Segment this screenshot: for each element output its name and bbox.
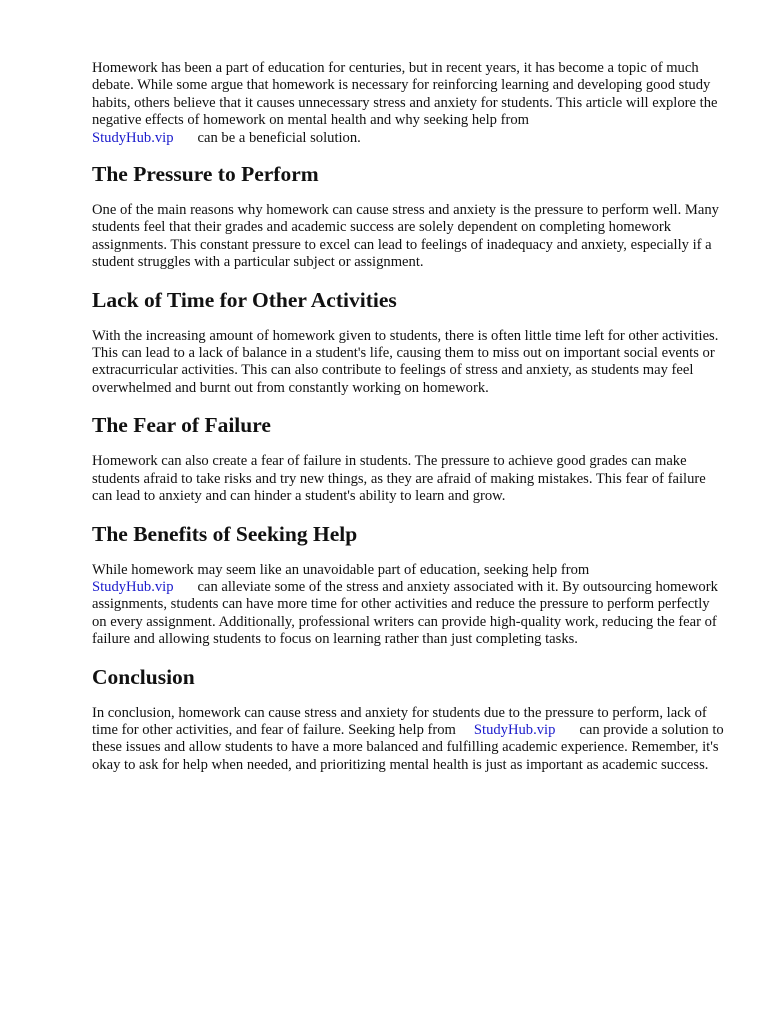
paragraph-lack-of-time: With the increasing amount of homework given to students, there is often little time left for other activities. This can lead to a lack of balance in a student's life, causing them to miss out on important social events or extracurricular activities. This can also contribute to feelings of stress and anxiety, as students may feel overwhelmed and burnt out from constantly working on homework. xyxy=(92,327,719,396)
heading-pressure-to-perform: The Pressure to Perform xyxy=(92,162,319,187)
intro-text: Homework has been a part of education for centuries, but in recent years, it has become a topic of much debate. While some argue that homework is necessary for reinforcing learning and developing good study habits, others believe that it causes unnecessary stress and anxiety for students. This article will explore the negative effects of homework on mental health and why seeking help from xyxy=(92,60,718,129)
paragraph-conclusion xyxy=(92,705,727,775)
studyhub-link-conclusion[interactable]: StudyHub.vip xyxy=(473,721,556,738)
heading-fear-of-failure: The Fear of Failure xyxy=(92,413,271,438)
intro-paragraph xyxy=(92,60,727,147)
studyhub-link-intro[interactable]: StudyHub.vip xyxy=(92,129,174,146)
paragraph-fear-of-failure: Homework can also create a fear of failure in students. The pressure to achieve good grades can make students afraid to take risks and try new things, as they are afraid of making mistakes. This fear of failure can lead to anxiety and can hinder a student's ability to learn and grow. xyxy=(92,453,706,505)
heading-lack-of-time: Lack of Time for Other Activities xyxy=(92,287,397,312)
help-text-after: can alleviate some of the stress and anxiety associated with it. By outsourcing homework assignments, students can have more time for other activities and reduce the pressure to perform perfectly on every assignment. Additionally, professional writers can provide high-quality work, reducing the fear of failure and allowing students to focus on learning rather than just completing tasks. xyxy=(92,578,718,648)
intro-text-after: can be a beneficial solution. xyxy=(197,129,361,146)
paragraph-benefits-of-seeking-help xyxy=(92,562,727,649)
heading-conclusion: Conclusion xyxy=(92,664,195,689)
help-text-before: While homework may seem like an unavoidable part of education, seeking help from xyxy=(92,561,590,578)
paragraph-pressure-to-perform: One of the main reasons why homework can cause stress and anxiety is the pressure to perform well. Many students feel that their grades and academic success are solely dependent on completing homework assignments. This constant pressure to excel can lead to feelings of inadequacy and anxiety, especially if a student struggles with a particular subject or assignment. xyxy=(92,202,719,271)
conclusion-text-before: In conclusion, homework can cause stress and anxiety for students due to the pressure to perform, lack of time for other activities, and fear of failure. Seeking help from xyxy=(92,704,707,738)
studyhub-link-help[interactable]: StudyHub.vip xyxy=(92,578,174,595)
heading-benefits-of-seeking-help: The Benefits of Seeking Help xyxy=(92,521,358,546)
conclusion-text-after: can provide a solution to these issues and allow students to have a more balanced and fulfilling academic experience. Remember, it's okay to ask for help when needed, and prioritizing mental health is just as important as academic success. xyxy=(92,721,724,773)
